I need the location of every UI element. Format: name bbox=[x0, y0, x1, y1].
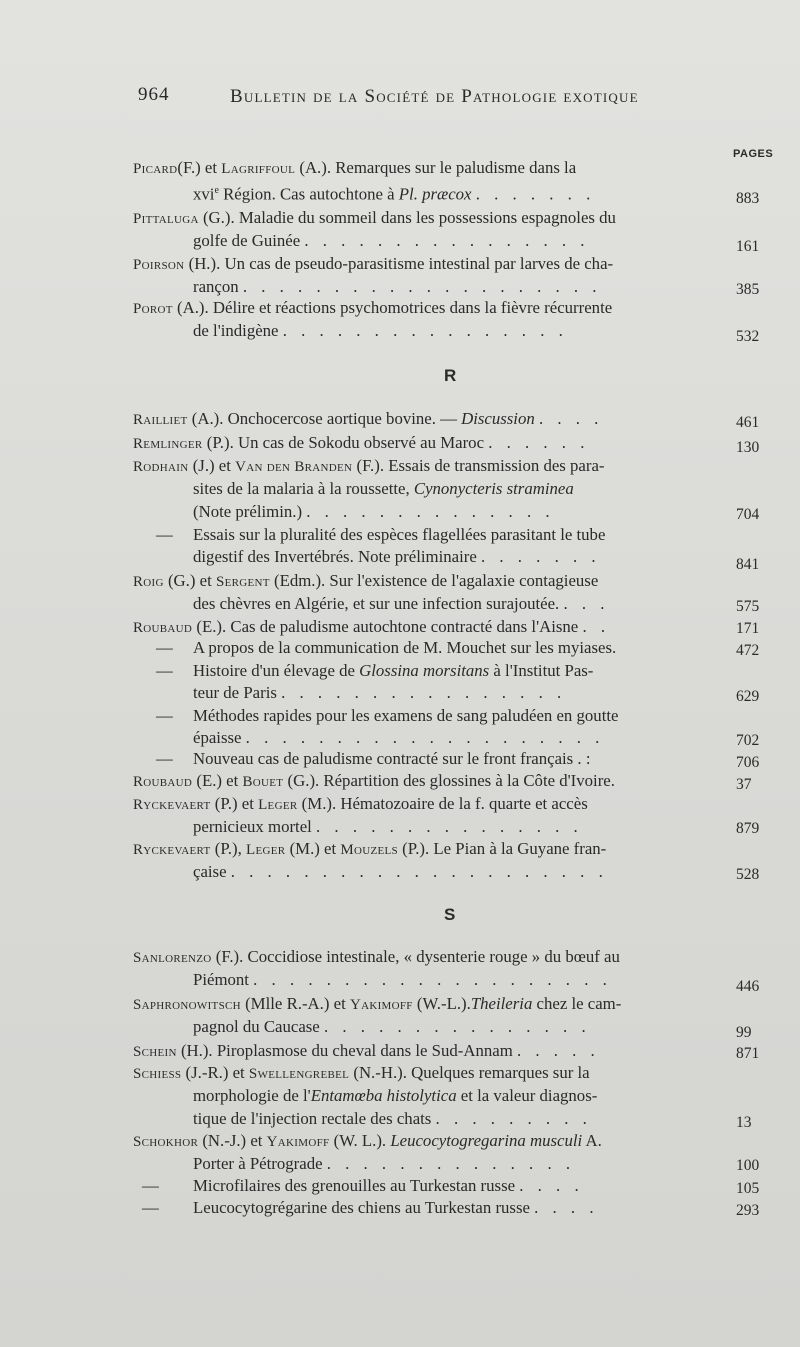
entry-text: . . . . . . . . . bbox=[435, 1108, 592, 1128]
page-ref: 704 bbox=[736, 506, 760, 523]
entry-text: Theileria bbox=[470, 994, 533, 1013]
entry-text: Picard bbox=[133, 161, 178, 177]
index-entry bbox=[133, 432, 713, 455]
entry-text: Méthodes rapides pour les examens de sang paludéen en goutte bbox=[193, 706, 619, 725]
entry-text bbox=[133, 408, 713, 431]
entry-text: (Edm.). Sur l'existence de l'agalaxie contagieuse bbox=[269, 571, 599, 590]
entry-text: (Mlle R.-A.) et bbox=[240, 994, 350, 1013]
entry-text: Sanlorenzo bbox=[133, 950, 212, 966]
entry-text: golfe de Guinée bbox=[193, 231, 301, 251]
index-entry bbox=[133, 838, 713, 884]
entry-text: Leucocytogregarina musculi bbox=[390, 1131, 583, 1150]
entry-text: Cynonycteris straminea bbox=[413, 479, 574, 499]
entry-text: — bbox=[156, 661, 173, 680]
running-title: Bulletin de la Société de Pathologie exotique bbox=[230, 86, 639, 107]
entry-text bbox=[133, 230, 713, 252]
entry-text: rançon bbox=[193, 277, 239, 297]
page-ref: 171 bbox=[736, 620, 760, 637]
entry-text: (A.). Remarques sur le paludisme dans la bbox=[295, 158, 577, 177]
entry-text bbox=[133, 478, 713, 500]
entry-text: chez le cam- bbox=[532, 994, 622, 1013]
entry-text: xvi bbox=[193, 185, 215, 204]
entry-text: . . . . . . . . . . . . . . . . . . . . bbox=[245, 728, 605, 748]
page-ref: 575 bbox=[736, 598, 760, 615]
entry-text bbox=[133, 793, 713, 816]
index-entry bbox=[133, 297, 713, 343]
entry-text bbox=[156, 705, 713, 727]
index-entry bbox=[156, 705, 713, 750]
entry-text: Porter à Pétrograde bbox=[193, 1154, 323, 1174]
entry-text: des chèvres en Algérie, et sur une infection surajoutée. bbox=[193, 594, 560, 614]
entry-text: Swellengrebel bbox=[248, 1066, 350, 1082]
entry-text: Essais sur la pluralité des espèces flagellées parasitant le tube bbox=[193, 525, 606, 544]
entry-text: Pittaluga bbox=[133, 211, 199, 227]
entry-text bbox=[133, 455, 713, 478]
entry-text bbox=[133, 432, 713, 455]
page-ref: 105 bbox=[736, 1180, 760, 1197]
entry-text: (J.) et bbox=[188, 456, 236, 475]
entry-text: Mouzels bbox=[340, 842, 398, 858]
entry-text: . . . . . . . bbox=[475, 185, 596, 204]
entry-text bbox=[133, 969, 713, 991]
entry-text: — bbox=[156, 525, 173, 544]
entry-text: . . . . . . . . . . . . . . . . bbox=[281, 683, 567, 703]
entry-text: épaisse bbox=[193, 728, 242, 748]
entry-text: . . . bbox=[563, 594, 610, 614]
entry-text bbox=[133, 946, 713, 969]
entry-text bbox=[156, 546, 713, 568]
entry-text: Schiess bbox=[133, 1066, 182, 1082]
entry-text bbox=[133, 1085, 713, 1107]
entry-text bbox=[142, 1197, 713, 1219]
entry-text: de l'indigène bbox=[193, 321, 279, 341]
page-ref: 706 bbox=[736, 754, 760, 771]
entry-text: (G.). Maladie du sommeil dans les possessions espagnoles du bbox=[198, 208, 616, 227]
section-letter-s: S bbox=[444, 905, 456, 924]
entry-text: tique de l'injection rectale des chats bbox=[193, 1108, 432, 1128]
entry-text: Leger bbox=[245, 842, 286, 858]
entry-text: — bbox=[156, 749, 173, 768]
entry-text bbox=[156, 727, 713, 749]
page-number: 964 bbox=[138, 84, 170, 105]
entry-text: (E.). Cas de paludisme autochtone contracté dans l'Aisne bbox=[192, 617, 579, 636]
entry-text: . . . . bbox=[519, 1176, 584, 1195]
page-ref: 841 bbox=[736, 556, 760, 573]
entry-text: . . . . . . . . . . . . . . bbox=[326, 1154, 576, 1174]
index-entry bbox=[133, 207, 713, 253]
entry-text: A propos de la communication de M. Mouchet sur les myiases. bbox=[193, 638, 617, 657]
entry-text: . . . . bbox=[538, 409, 604, 428]
index-entry bbox=[133, 1040, 713, 1063]
entry-text bbox=[133, 1016, 713, 1038]
entry-text bbox=[133, 616, 713, 639]
page-ref: 293 bbox=[736, 1202, 760, 1219]
entry-text: Microfilaires des grenouilles au Turkestan russe bbox=[193, 1176, 516, 1195]
entry-text: Poirson bbox=[133, 257, 185, 273]
entry-text bbox=[156, 748, 713, 770]
index-entry bbox=[133, 793, 713, 839]
entry-text bbox=[133, 1062, 713, 1085]
entry-text: Lagriffoul bbox=[221, 161, 296, 177]
page-ref: 99 bbox=[736, 1024, 752, 1041]
entry-text: Leger bbox=[258, 797, 298, 813]
entry-text: (M.). Hématozoaire de la f. quarte et accès bbox=[297, 794, 588, 813]
entry-text: (G.). Répartition des glossines à la Côte d'Ivoire. bbox=[283, 771, 615, 790]
entry-text bbox=[133, 1108, 713, 1130]
entry-text bbox=[133, 276, 713, 298]
entry-text: (J.-R.) et bbox=[181, 1063, 249, 1082]
page-ref: 100 bbox=[736, 1157, 760, 1174]
entry-text: Railliet bbox=[133, 412, 188, 428]
page-ref: 871 bbox=[736, 1045, 760, 1062]
entry-text bbox=[133, 157, 713, 180]
entry-text: (H.). Piroplasmose du cheval dans le Sud-Annam bbox=[176, 1041, 513, 1060]
entry-text: Roubaud bbox=[133, 620, 193, 636]
entry-text: e bbox=[214, 185, 219, 197]
entry-text bbox=[133, 207, 713, 230]
entry-text: (F.). Essais de transmission des para- bbox=[352, 456, 605, 475]
entry-text bbox=[133, 816, 713, 838]
entry-text: . : bbox=[577, 749, 591, 768]
entry-text: . . . . bbox=[534, 1198, 599, 1217]
page-ref: 13 bbox=[736, 1114, 752, 1131]
entry-text: — bbox=[156, 638, 173, 657]
entry-text: (W. L.). bbox=[329, 1131, 391, 1150]
entry-text: . . . . . . . . . . . . . . . . . . . . . bbox=[230, 862, 608, 882]
page-ref: 472 bbox=[736, 642, 760, 659]
page-ref: 883 bbox=[736, 190, 760, 207]
index-entry bbox=[133, 616, 713, 639]
index-entry bbox=[133, 770, 713, 793]
index-entry bbox=[133, 408, 713, 431]
page-ref: 37 bbox=[736, 776, 752, 793]
entry-text: Saphronowitsch bbox=[133, 997, 241, 1013]
index-entry bbox=[133, 946, 713, 992]
entry-text: Bouet bbox=[242, 774, 284, 790]
entry-text bbox=[133, 1040, 713, 1063]
entry-text: . . . . . . . bbox=[481, 547, 601, 567]
index-entry bbox=[133, 455, 713, 523]
index-entry bbox=[142, 1197, 713, 1219]
page-ref: 161 bbox=[736, 238, 760, 255]
entry-text: (N.-H.). Quelques remarques sur la bbox=[349, 1063, 590, 1082]
entry-text: Schokhor bbox=[133, 1134, 199, 1150]
entry-text: (F.). Coccidiose intestinale, « dysenterie rouge » du bœuf au bbox=[211, 947, 620, 966]
entry-text: digestif des Invertébrés. Note préliminaire bbox=[193, 547, 477, 567]
index-entry bbox=[133, 157, 713, 206]
page-ref: 130 bbox=[736, 439, 760, 456]
entry-text: . . . . . . . . . . . . . . . bbox=[323, 1017, 591, 1037]
entry-text bbox=[133, 838, 713, 861]
entry-text: (M.) et bbox=[285, 839, 341, 858]
entry-text: Glossina morsitans bbox=[359, 661, 490, 680]
entry-text: (P.). Le Pian à la Guyane fran- bbox=[397, 839, 607, 858]
entry-text: pagnol du Caucase bbox=[193, 1017, 320, 1037]
page-ref: 532 bbox=[736, 328, 760, 345]
entry-text bbox=[133, 770, 713, 793]
entry-text: . . . . . bbox=[516, 1041, 600, 1060]
entry-text: et la valeur diagnos- bbox=[456, 1086, 598, 1106]
entry-text: (A.). Délire et réactions psychomotrices dans la fièvre récurrente bbox=[172, 298, 613, 317]
entry-text: Ryckevaert bbox=[133, 842, 211, 858]
entry-text: — bbox=[142, 1198, 159, 1217]
entry-text: (F.) et bbox=[177, 158, 222, 177]
pages-column-label: PAGES bbox=[733, 148, 774, 160]
entry-text: Yakimoff bbox=[266, 1134, 330, 1150]
entry-text: Roubaud bbox=[133, 774, 193, 790]
entry-text bbox=[156, 637, 713, 659]
index-entry bbox=[133, 993, 713, 1039]
entry-text: . . . . . . . . . . . . . . . . bbox=[304, 231, 590, 251]
entry-text: Yakimoff bbox=[349, 997, 413, 1013]
entry-text: . . . . . . . . . . . . . . . . bbox=[282, 321, 568, 341]
index-entry bbox=[156, 748, 713, 770]
page-ref: 461 bbox=[736, 414, 760, 431]
entry-text: — bbox=[156, 706, 173, 725]
entry-text: (A.). Onchocercose aortique bovine. — bbox=[187, 409, 462, 428]
entry-text: Roig bbox=[133, 574, 164, 590]
entry-text bbox=[133, 253, 713, 276]
entry-text bbox=[156, 682, 713, 704]
entry-text bbox=[133, 320, 713, 342]
entry-text bbox=[133, 570, 713, 593]
entry-text: — bbox=[142, 1176, 159, 1195]
entry-text: (P.) et bbox=[210, 794, 259, 813]
entry-text: Porot bbox=[133, 301, 173, 317]
entry-text: . . . . . . . . . . . . . . . . . . . . bbox=[242, 277, 602, 297]
entry-text bbox=[156, 524, 713, 546]
page-ref: 446 bbox=[736, 978, 760, 995]
entry-text bbox=[133, 861, 713, 883]
index-entry bbox=[142, 1175, 713, 1197]
entry-text: (G.) et bbox=[163, 571, 216, 590]
entry-text: Sergent bbox=[215, 574, 270, 590]
index-entry bbox=[133, 570, 713, 616]
entry-text: morphologie de l' bbox=[193, 1086, 311, 1106]
entry-text: (H.). Un cas de pseudo-parasitisme intestinal par larves de cha- bbox=[184, 254, 614, 273]
entry-text: à l'Institut Pas- bbox=[489, 661, 594, 680]
entry-text: Discussion bbox=[461, 409, 535, 428]
section-letter-r: R bbox=[444, 366, 457, 385]
index-entry bbox=[133, 1062, 713, 1130]
entry-text: Leucocytogrégarine des chiens au Turkestan russe bbox=[193, 1198, 530, 1217]
entry-text: Piémont bbox=[193, 970, 249, 990]
page-ref: 385 bbox=[736, 281, 760, 298]
page-ref: 879 bbox=[736, 820, 760, 837]
entry-text: (W.-L.). bbox=[412, 994, 471, 1013]
entry-text: Ryckevaert bbox=[133, 797, 211, 813]
entry-text: (E.) et bbox=[192, 771, 243, 790]
entry-text: Rodhain bbox=[133, 459, 189, 475]
entry-text: (Note prélimin.) bbox=[193, 501, 303, 521]
entry-text: Pl. præcox bbox=[398, 185, 472, 204]
entry-text: (P.). Un cas de Sokodu observé au Maroc bbox=[202, 433, 485, 452]
entry-text bbox=[133, 1130, 713, 1153]
page-ref: 629 bbox=[736, 688, 760, 705]
entry-text: . . . . . . . . . . . . . . . . . . . . bbox=[253, 970, 612, 990]
entry-text bbox=[156, 660, 713, 682]
entry-text: (N.-J.) et bbox=[198, 1131, 267, 1150]
entry-text: teur de Paris bbox=[193, 683, 277, 703]
entry-text: . . . . . . . . . . . . . . bbox=[306, 501, 555, 521]
entry-text: . . . . . . . . . . . . . . . bbox=[316, 817, 583, 837]
entry-text bbox=[142, 1175, 713, 1197]
entry-text: . . bbox=[582, 617, 611, 636]
entry-text: Nouveau cas de paludisme contracté sur le front français bbox=[193, 749, 574, 768]
index-entry bbox=[133, 1130, 713, 1176]
entry-text bbox=[133, 1153, 713, 1175]
page-ref: 702 bbox=[736, 732, 760, 749]
page-ref: 528 bbox=[736, 866, 760, 883]
entry-text: A. bbox=[582, 1131, 602, 1150]
entry-text: Schein bbox=[133, 1044, 177, 1060]
entry-text bbox=[133, 993, 713, 1016]
index-entry bbox=[133, 253, 713, 299]
index-entry bbox=[156, 660, 713, 705]
entry-text bbox=[133, 180, 713, 206]
entry-text bbox=[133, 593, 713, 615]
index-entry bbox=[156, 524, 713, 569]
entry-text: Remlinger bbox=[133, 436, 203, 452]
entry-text: çaise bbox=[193, 862, 227, 882]
entry-text: (P.), bbox=[210, 839, 246, 858]
entry-text: sites de la malaria à la roussette, bbox=[193, 479, 414, 499]
entry-text: Van den Branden bbox=[235, 459, 353, 475]
index-entry bbox=[156, 637, 713, 659]
entry-text: Entamœba histolytica bbox=[310, 1086, 457, 1106]
entry-text: . . . . . . bbox=[488, 433, 590, 452]
entry-text: Histoire d'un élevage de bbox=[193, 661, 360, 680]
entry-text bbox=[133, 297, 713, 320]
entry-text: Région. Cas autochtone à bbox=[218, 185, 399, 204]
entry-text bbox=[133, 501, 713, 523]
entry-text: pernicieux mortel bbox=[193, 817, 312, 837]
